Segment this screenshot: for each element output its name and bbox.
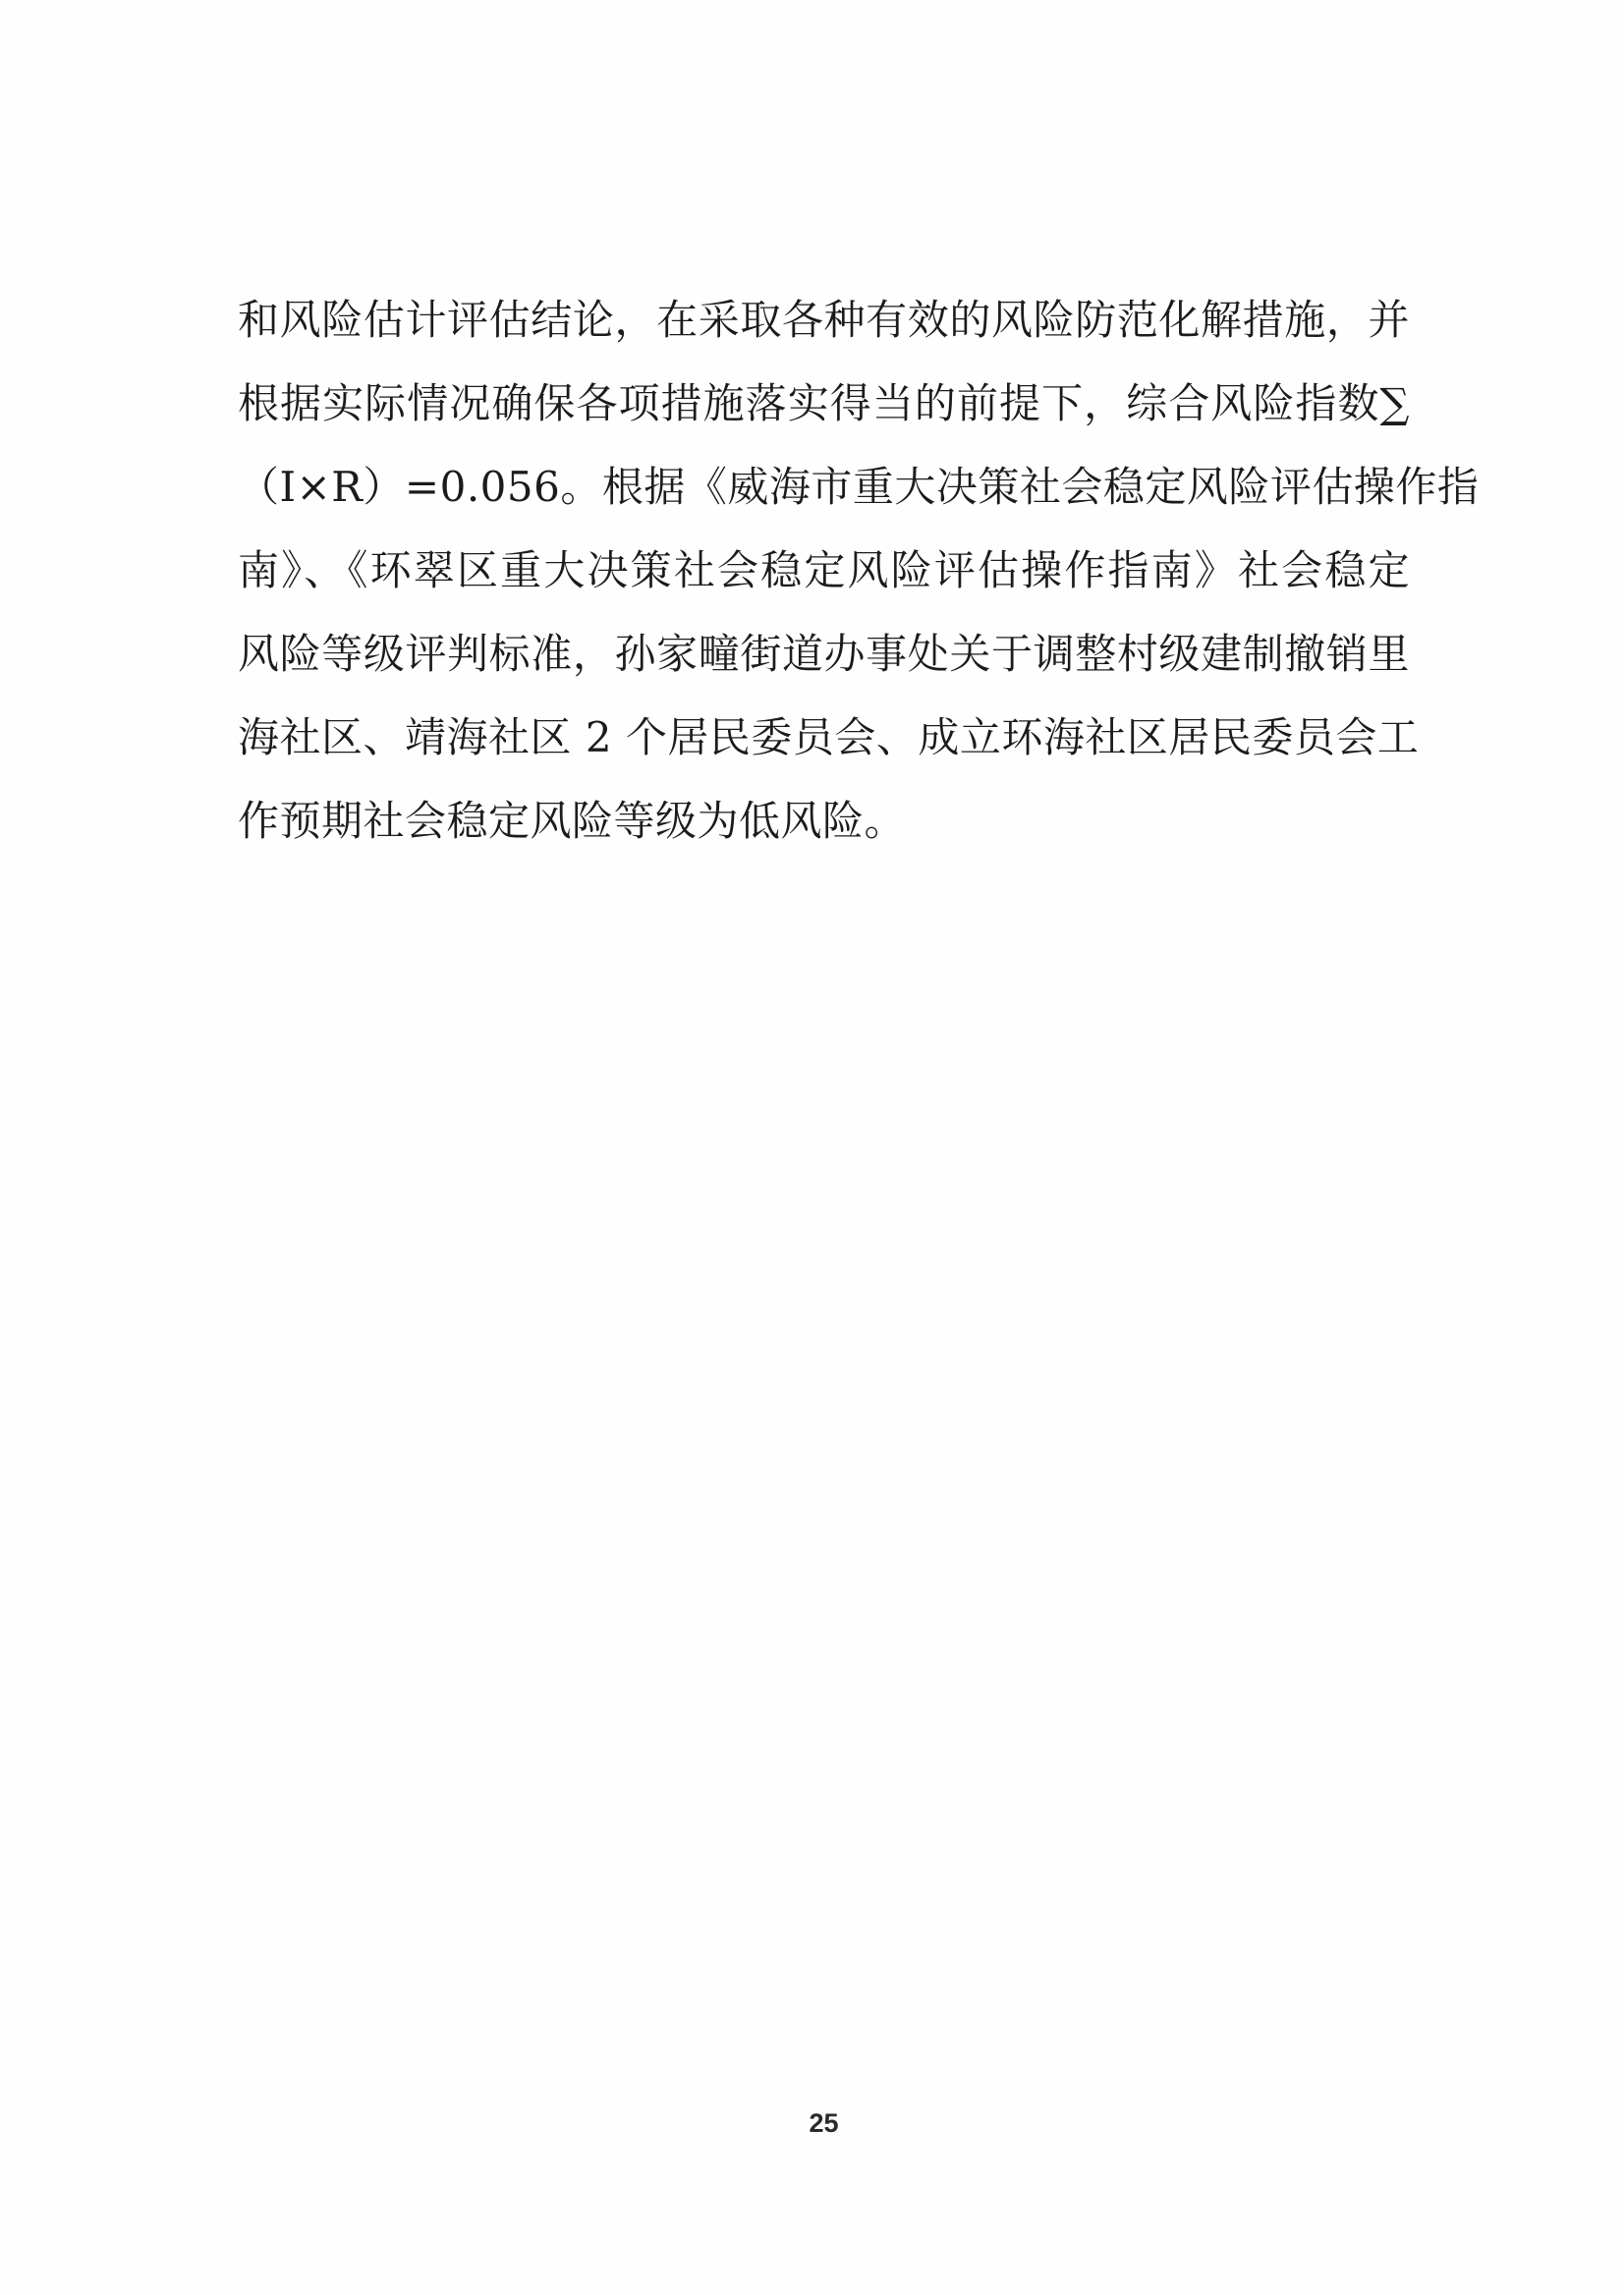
paragraph	[238, 278, 1480, 863]
page-number: 25	[809, 2108, 839, 2138]
paragraph-line-4: 南》、《环翠区重大决策社会稳定风险评估操作指南》社会稳定	[238, 546, 1410, 594]
paragraph-line-2: 根据实际情况确保各项措施落实得当的前提下，综合风险指数∑	[238, 379, 1410, 427]
paragraph-line-1: 和风险估计评估结论，在采取各种有效的风险防范化解措施，并	[238, 296, 1410, 344]
page-footer	[238, 2108, 1410, 2139]
paragraph-line-7: 作预期社会稳定风险等级为低风险。	[238, 797, 907, 845]
paragraph-line-5: 风险等级评判标准，孙家疃街道办事处关于调整村级建制撤销里	[238, 630, 1410, 678]
paragraph-line-6: 海社区、靖海社区 2 个居民委员会、成立环海社区居民委员会工	[238, 713, 1420, 761]
paragraph-line-3: （I×R）=0.056。根据《威海市重大决策社会稳定风险评估操作指	[238, 463, 1480, 511]
